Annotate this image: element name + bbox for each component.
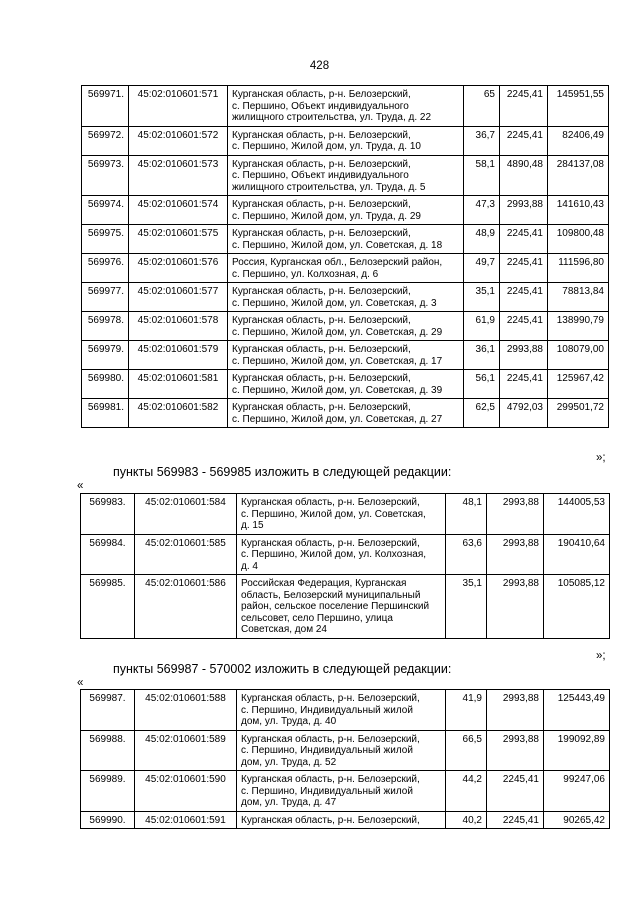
unit-price-cell: 2245,41 — [500, 86, 548, 127]
address-cell — [228, 86, 464, 127]
cadastral-number-cell: 45:02:010601:588 — [135, 690, 237, 731]
unit-price-cell: 2245,41 — [500, 254, 548, 283]
row-number-cell: 569979. — [82, 341, 129, 370]
address-cell — [228, 399, 464, 428]
address-line: Россия, Курганская обл., Белозерский район, — [232, 257, 443, 268]
address-line: Курганская область, р-н. Белозерский, — [232, 228, 411, 239]
registry-table-3 — [80, 689, 610, 829]
address-cell — [228, 312, 464, 341]
table-row — [82, 341, 609, 370]
address-line: с. Першино, Жилой дом, ул. Советская, д. 39 — [232, 384, 443, 396]
table-row — [81, 811, 610, 829]
unit-price-cell: 2993,88 — [487, 534, 544, 575]
row-number-cell: 569983. — [81, 494, 135, 535]
page-number: 428 — [309, 60, 330, 72]
amendment-instruction: пункты 569983 - 569985 изложить в следующей редакции: — [113, 465, 452, 479]
opening-quote: « — [77, 480, 84, 492]
address-line: Курганская область, р-н. Белозерский, — [241, 497, 420, 508]
table-row — [82, 254, 609, 283]
area-cell: 65 — [464, 86, 500, 127]
address-line: Курганская область, р-н. Белозерский, — [232, 129, 411, 141]
cadastral-number-cell: 45:02:010601:573 — [129, 155, 228, 196]
registry-table-2 — [80, 493, 610, 639]
cadastral-value-cell: 108079,00 — [548, 341, 609, 370]
table-row — [82, 283, 609, 312]
cadastral-number-cell: 45:02:010601:579 — [129, 341, 228, 370]
cadastral-value-cell: 125967,42 — [548, 370, 609, 399]
address-line: дом, ул. Труда, д. 52 — [241, 756, 337, 768]
row-number-cell: 569972. — [82, 126, 129, 155]
table-row — [82, 126, 609, 155]
area-cell: 49,7 — [464, 254, 500, 283]
address-line: Курганская область, р-н. Белозерский, — [232, 402, 411, 413]
address-line: Курганская область, р-н. Белозерский, — [241, 537, 420, 549]
address-line: с. Першино, Индивидуальный жилой — [241, 745, 413, 756]
cadastral-value-cell: 284137,08 — [548, 155, 609, 196]
cadastral-number-cell: 45:02:010601:585 — [135, 534, 237, 575]
address-line: Курганская область, р-н. Белозерский, — [232, 199, 411, 210]
address-cell — [237, 575, 446, 639]
opening-quote: « — [77, 677, 84, 689]
unit-price-cell: 2245,41 — [487, 771, 544, 812]
address-cell — [228, 283, 464, 312]
cadastral-number-cell: 45:02:010601:582 — [129, 399, 228, 428]
table-row — [81, 534, 610, 575]
area-cell: 62,5 — [464, 399, 500, 428]
address-cell — [228, 126, 464, 155]
cadastral-number-cell: 45:02:010601:584 — [135, 494, 237, 535]
unit-price-cell: 2245,41 — [500, 126, 548, 155]
address-line: с. Першино, Жилой дом, ул. Советская, д. 3 — [232, 297, 437, 309]
area-cell: 48,9 — [464, 225, 500, 254]
cadastral-value-cell: 190410,64 — [544, 534, 610, 575]
cadastral-number-cell: 45:02:010601:578 — [129, 312, 228, 341]
unit-price-cell: 2993,88 — [487, 690, 544, 731]
address-line: дом, ул. Труда, д. 47 — [241, 797, 337, 808]
address-line: жилищного строительства, ул. Труда, д. 22 — [232, 112, 432, 123]
address-line: д. 4 — [241, 560, 258, 572]
unit-price-cell: 2245,41 — [500, 283, 548, 312]
address-line: с. Першино, Жилой дом, ул. Советская, д. 18 — [232, 239, 443, 251]
cadastral-value-cell: 125443,49 — [544, 690, 610, 731]
unit-price-cell: 2993,88 — [500, 341, 548, 370]
area-cell: 58,1 — [464, 155, 500, 196]
address-cell — [228, 341, 464, 370]
row-number-cell: 569974. — [82, 196, 129, 225]
address-cell — [228, 254, 464, 283]
unit-price-cell: 4890,48 — [500, 155, 548, 196]
row-number-cell: 569977. — [82, 283, 129, 312]
address-line: с. Першино, Жилой дом, ул. Советская, д. 17 — [232, 355, 443, 367]
cadastral-value-cell: 78813,84 — [548, 283, 609, 312]
cadastral-number-cell: 45:02:010601:576 — [129, 254, 228, 283]
address-line: Курганская область, р-н. Белозерский, — [232, 89, 411, 100]
area-cell: 36,1 — [464, 341, 500, 370]
address-line: Курганская область, р-н. Белозерский, — [241, 733, 420, 745]
row-number-cell: 569975. — [82, 225, 129, 254]
address-line: Курганская область, р-н. Белозерский, — [232, 286, 411, 297]
area-cell: 44,2 — [446, 771, 487, 812]
cadastral-number-cell: 45:02:010601:577 — [129, 283, 228, 312]
address-cell — [228, 370, 464, 399]
cadastral-number-cell: 45:02:010601:590 — [135, 771, 237, 812]
address-line: сельсовет, село Першино, улица — [241, 612, 393, 624]
table-row — [82, 312, 609, 341]
address-line: Курганская область, р-н. Белозерский, — [232, 373, 411, 384]
amendment-instruction: пункты 569987 - 570002 изложить в следующей редакции: — [113, 662, 452, 676]
unit-price-cell: 2993,88 — [487, 494, 544, 535]
unit-price-cell: 2993,88 — [487, 730, 544, 771]
cadastral-value-cell: 145951,55 — [548, 86, 609, 127]
address-line: Курганская область, р-н. Белозерский, — [232, 315, 411, 326]
row-number-cell: 569981. — [82, 399, 129, 428]
address-line: Курганская область, р-н. Белозерский, — [241, 814, 420, 826]
table-row — [81, 690, 610, 731]
cadastral-number-cell: 45:02:010601:586 — [135, 575, 237, 639]
address-cell — [237, 534, 446, 575]
address-line: область, Белозерский муниципальный — [241, 589, 421, 601]
cadastral-value-cell: 105085,12 — [544, 575, 610, 639]
row-number-cell: 569989. — [81, 771, 135, 812]
row-number-cell: 569971. — [82, 86, 129, 127]
unit-price-cell: 4792,03 — [500, 399, 548, 428]
area-cell: 35,1 — [464, 283, 500, 312]
row-number-cell: 569976. — [82, 254, 129, 283]
address-line: с. Першино, Жилой дом, ул. Советская, — [241, 508, 426, 520]
address-cell — [237, 690, 446, 731]
table-row — [81, 771, 610, 812]
address-line: Курганская область, р-н. Белозерский, — [232, 344, 411, 355]
cadastral-value-cell: 299501,72 — [548, 399, 609, 428]
area-cell: 48,1 — [446, 494, 487, 535]
area-cell: 56,1 — [464, 370, 500, 399]
registry-table-1 — [81, 85, 609, 428]
cadastral-value-cell: 144005,53 — [544, 494, 610, 535]
unit-price-cell: 2245,41 — [500, 312, 548, 341]
area-cell: 40,2 — [446, 811, 487, 829]
cadastral-value-cell: 109800,48 — [548, 225, 609, 254]
table-row — [82, 86, 609, 127]
cadastral-value-cell: 199092,89 — [544, 730, 610, 771]
address-line: д. 15 — [241, 520, 264, 531]
table-row — [82, 225, 609, 254]
table-row — [82, 155, 609, 196]
address-line: Курганская область, р-н. Белозерский, — [232, 158, 411, 170]
area-cell: 47,3 — [464, 196, 500, 225]
area-cell: 35,1 — [446, 575, 487, 639]
address-cell — [237, 811, 446, 829]
row-number-cell: 569987. — [81, 690, 135, 731]
cadastral-number-cell: 45:02:010601:574 — [129, 196, 228, 225]
area-cell: 63,6 — [446, 534, 487, 575]
address-line: с. Першино, Индивидуальный жилой — [241, 785, 413, 797]
area-cell: 36,7 — [464, 126, 500, 155]
address-line: с. Першино, Объект индивидуального — [232, 100, 409, 112]
cadastral-number-cell: 45:02:010601:591 — [135, 811, 237, 829]
table-row — [82, 196, 609, 225]
cadastral-value-cell: 141610,43 — [548, 196, 609, 225]
address-line: с. Першино, Жилой дом, ул. Труда, д. 10 — [232, 141, 421, 152]
address-cell — [237, 771, 446, 812]
cadastral-number-cell: 45:02:010601:575 — [129, 225, 228, 254]
row-number-cell: 569985. — [81, 575, 135, 639]
row-number-cell: 569984. — [81, 534, 135, 575]
unit-price-cell: 2245,41 — [487, 811, 544, 829]
area-cell: 41,9 — [446, 690, 487, 731]
address-line: Курганская область, р-н. Белозерский, — [241, 693, 420, 704]
row-number-cell: 569978. — [82, 312, 129, 341]
address-line: с. Першино, Индивидуальный жилой — [241, 704, 413, 716]
row-number-cell: 569988. — [81, 730, 135, 771]
cadastral-number-cell: 45:02:010601:571 — [129, 86, 228, 127]
address-cell — [228, 196, 464, 225]
address-cell — [228, 225, 464, 254]
row-number-cell: 569980. — [82, 370, 129, 399]
address-line: район, сельское поселение Першинский — [241, 601, 430, 612]
row-number-cell: 569990. — [81, 811, 135, 829]
address-line: дом, ул. Труда, д. 40 — [241, 716, 337, 727]
address-cell — [237, 730, 446, 771]
address-line: Российская Федерация, Курганская — [241, 578, 407, 589]
address-line: Советская, дом 24 — [241, 624, 327, 635]
cadastral-value-cell: 90265,42 — [544, 811, 610, 829]
unit-price-cell: 2245,41 — [500, 370, 548, 399]
address-line: с. Першино, Жилой дом, ул. Труда, д. 29 — [232, 210, 421, 222]
cadastral-number-cell: 45:02:010601:581 — [129, 370, 228, 399]
cadastral-number-cell: 45:02:010601:572 — [129, 126, 228, 155]
area-cell: 61,9 — [464, 312, 500, 341]
address-cell — [228, 155, 464, 196]
address-cell — [237, 494, 446, 535]
address-line: с. Першино, ул. Колхозная, д. 6 — [232, 268, 379, 280]
closing-quote: »; — [596, 650, 606, 662]
address-line: Курганская область, р-н. Белозерский, — [241, 774, 420, 785]
table-row — [82, 399, 609, 428]
address-line: с. Першино, Жилой дом, ул. Колхозная, — [241, 549, 427, 560]
area-cell: 66,5 — [446, 730, 487, 771]
closing-quote: »; — [596, 452, 606, 464]
address-line: жилищного строительства, ул. Труда, д. 5 — [232, 181, 426, 193]
table-row — [81, 494, 610, 535]
cadastral-value-cell: 99247,06 — [544, 771, 610, 812]
table-row — [81, 730, 610, 771]
cadastral-value-cell: 138990,79 — [548, 312, 609, 341]
row-number-cell: 569973. — [82, 155, 129, 196]
address-line: с. Першино, Жилой дом, ул. Советская, д. 29 — [232, 326, 443, 338]
unit-price-cell: 2993,88 — [500, 196, 548, 225]
table-row — [82, 370, 609, 399]
address-line: с. Першино, Объект индивидуального — [232, 170, 409, 181]
cadastral-value-cell: 111596,80 — [548, 254, 609, 283]
unit-price-cell: 2993,88 — [487, 575, 544, 639]
unit-price-cell: 2245,41 — [500, 225, 548, 254]
cadastral-number-cell: 45:02:010601:589 — [135, 730, 237, 771]
table-row — [81, 575, 610, 639]
address-line: с. Першино, Жилой дом, ул. Советская, д. 27 — [232, 413, 443, 425]
cadastral-value-cell: 82406,49 — [548, 126, 609, 155]
